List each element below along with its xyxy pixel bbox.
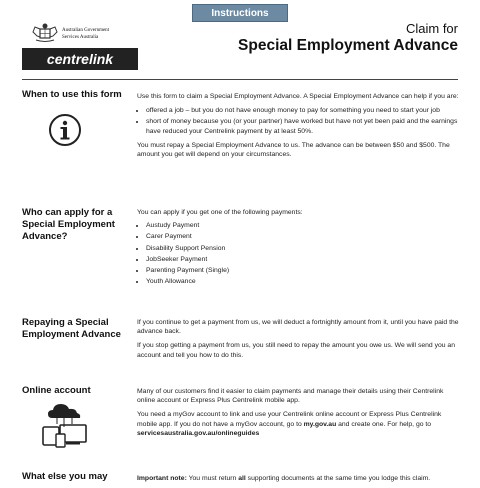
section-body-repay bbox=[137, 318, 459, 365]
repay-para-2: If you stop getting a payment from us, you still need to repay the amount you owe us. We will send you an account and tell you how to do this. bbox=[137, 342, 455, 359]
section-body-when bbox=[137, 92, 459, 164]
online-text-a: You need a myGov account to link and use your Centrelink online account or Express Plus Centrelink mobile app. If you do not have a myGov account, go to bbox=[137, 411, 442, 428]
who-intro: You can apply if you get one of the following payments: bbox=[137, 209, 303, 216]
online-para-2 bbox=[137, 410, 459, 438]
centrelink-brand: centrelink bbox=[22, 48, 138, 70]
payments-list bbox=[137, 221, 459, 286]
list-item: • Parenting Payment (Single) bbox=[146, 266, 459, 275]
note-text-a: You must return bbox=[186, 475, 239, 482]
section-heading-online: Online account bbox=[22, 385, 91, 396]
list-item: • JobSeeker Payment bbox=[146, 255, 459, 264]
section-heading-who: Who can apply for a Special Employment Advance? bbox=[22, 207, 115, 242]
online-text-b: and create one. For help, go to bbox=[336, 420, 432, 428]
section-heading-when: When to use this form bbox=[22, 89, 122, 100]
section-body-who bbox=[137, 208, 459, 291]
list-item: • Carer Payment bbox=[146, 232, 459, 241]
list-item: • offered a job – but you do not have enough money to pay for something you need to start your job bbox=[146, 106, 459, 115]
list-item: • Austudy Payment bbox=[146, 221, 459, 230]
list-item: • short of money because you (or your partner) have worked but have not yet been paid and the earnings have reduced your Centrelink payment by at least 50%. bbox=[146, 117, 459, 135]
form-title: Special Employment Advance bbox=[238, 37, 458, 54]
mygov-link[interactable]: my.gov.au bbox=[303, 420, 337, 428]
when-repay-note: You must repay a Special Employment Advance to us. The advance can be between $50 and $500. The amount you get will depend on your circumstances. bbox=[137, 141, 450, 159]
repay-para-1: If you continue to get a payment from us, we will deduct a fortnightly amount from it, until you have paid the advance back. bbox=[137, 319, 459, 336]
note-label: Important note: bbox=[137, 475, 187, 482]
section-body-online bbox=[137, 387, 459, 443]
info-icon bbox=[48, 113, 82, 147]
important-note bbox=[137, 474, 459, 483]
section-heading-else: What else you may bbox=[22, 471, 108, 482]
note-text-b: supporting documents at the same time you lodge this claim. bbox=[245, 475, 431, 482]
onlineguides-link[interactable]: servicesaustralia.gov.au/onlineguides bbox=[137, 429, 260, 437]
section-body-else bbox=[137, 474, 459, 488]
header-divider bbox=[22, 79, 458, 80]
section-heading-repay: Repaying a Special Employment Advance bbox=[22, 317, 121, 340]
gov-line-2: Services Australia bbox=[62, 35, 99, 40]
gov-line-1: Australian Government bbox=[62, 28, 110, 33]
cloud-devices-icon bbox=[42, 400, 88, 448]
when-intro: Use this form to claim a Special Employment Advance. A Special Employment Advance can help if you are: bbox=[137, 93, 459, 100]
note-emphasis: all bbox=[238, 475, 246, 482]
when-list bbox=[137, 106, 459, 136]
instructions-tab[interactable]: Instructions bbox=[192, 4, 288, 22]
online-para-1: Many of our customers find it easier to claim payments and manage their details using their Centrelink online account or Express Plus Centrelink mobile app. bbox=[137, 388, 444, 405]
list-item: • Youth Allowance bbox=[146, 277, 459, 286]
form-title-prefix: Claim for bbox=[405, 21, 458, 36]
list-item: • Disability Support Pension bbox=[146, 244, 459, 253]
coat-of-arms-icon bbox=[30, 22, 60, 44]
